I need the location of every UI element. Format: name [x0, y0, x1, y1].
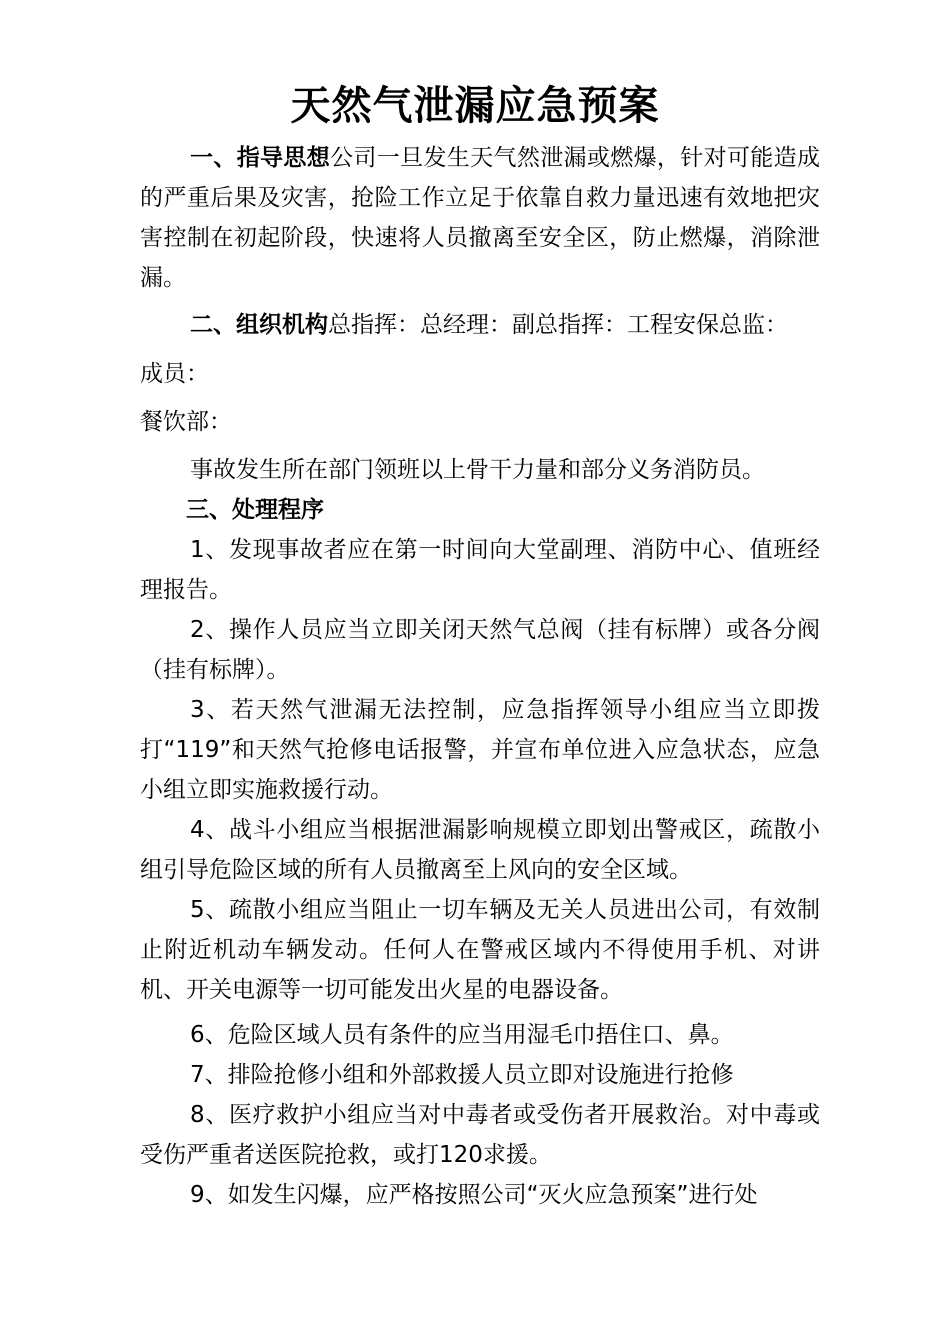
procedure-step-2: 2、操作人员应当立即关闭天然气总阀（挂有标牌）或各分阀（挂有标牌）。: [140, 617, 820, 683]
procedure-step-8: 8、医疗救护小组应当对中毒者或受伤者开展救治。对中毒或受伤严重者送医院抢救，或打120求援。: [140, 1102, 820, 1168]
procedure-step-7: 7、排险抢修小组和外部救援人员立即对设施进行抢修: [190, 1062, 734, 1088]
procedure-step-3: 3、若天然气泄漏无法控制，应急指挥领导小组应当立即拨打“119”和天然气抢修电话报警，并宣布单位进入应急状态，应急小组立即实施救援行动。: [140, 697, 820, 803]
procedure-step-9: 9、如发生闪爆，应严格按照公司“灭火应急预案”进行处: [190, 1182, 758, 1208]
section-procedure-heading: 三、处理程序: [186, 497, 324, 523]
section-text: 公司一旦发生天气然泄漏或燃爆，针对可能造成的严重后果及灾害，抢险工作立足于依靠自救力量迅速有效地把灾害控制在初起阶段，快速将人员撤离至安全区，防止燃爆，消除泄漏。: [140, 145, 821, 291]
section-heading: 一、指导思想: [190, 145, 331, 171]
procedure-step-6: 6、危险区域人员有条件的应当用湿毛巾捂住口、鼻。: [190, 1022, 734, 1048]
procedure-step-4: 4、战斗小组应当根据泄漏影响规模立即划出警戒区，疏散小组引导危险区域的所有人员撤离至上风向的安全区域。: [140, 817, 820, 883]
procedure-step-5: 5、疏散小组应当阻止一切车辆及无关人员进出公司，有效制止附近机动车辆发动。任何人在警戒区域内不得使用手机、对讲机、开关电源等一切可能发出火星的电器设备。: [140, 897, 820, 1003]
section-guiding-ideology: [140, 138, 820, 298]
section-organization: [140, 305, 820, 345]
section-text: 总指挥：总经理：副总指挥：工程安保总监：: [328, 312, 788, 338]
catering-text: 事故发生所在部门领班以上骨干力量和部分义务消防员。: [190, 457, 765, 483]
members-label: 成员：: [140, 361, 209, 387]
document-title: 天然气泄漏应急预案: [290, 83, 660, 129]
section-heading: 二、组织机构: [190, 312, 328, 338]
procedure-step-1: 1、发现事故者应在第一时间向大堂副理、消防中心、值班经理报告。: [140, 537, 820, 603]
catering-label: 餐饮部：: [140, 409, 232, 435]
